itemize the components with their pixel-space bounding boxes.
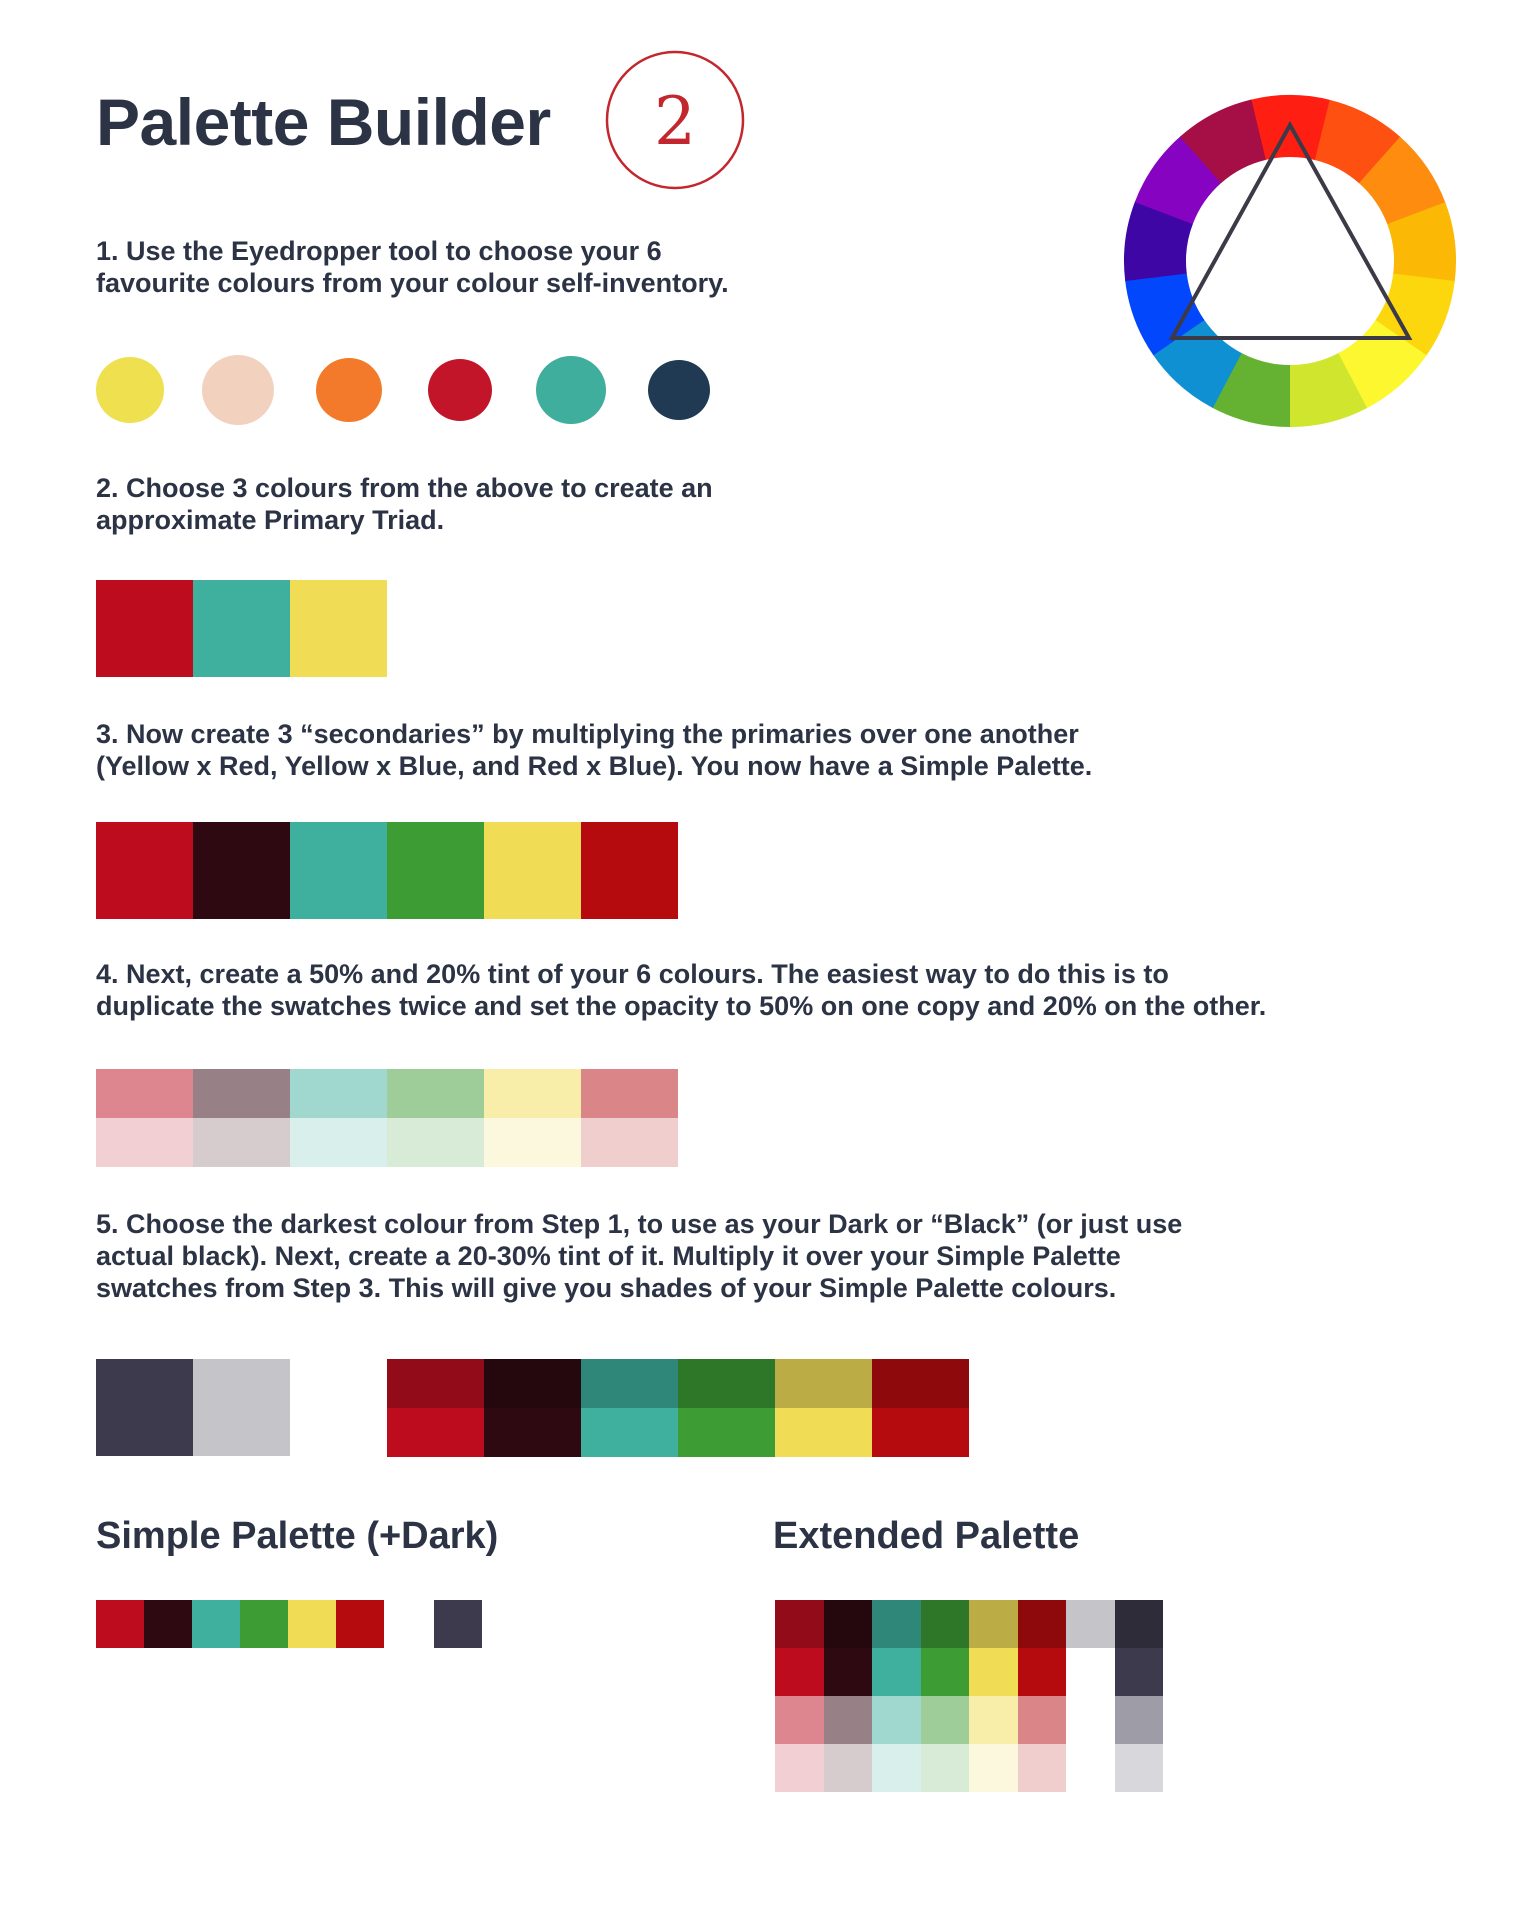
- extended-swatch-1-3: [872, 1600, 921, 1648]
- step-1-line-2: favourite colours from your colour self-inventory.: [96, 268, 729, 298]
- extended-swatch-2-6: [1018, 1648, 1067, 1696]
- shade-swatch-6: [872, 1359, 969, 1408]
- step-2-line-1: 2. Choose 3 colours from the above to create an: [96, 473, 713, 503]
- extended-swatch-1-4: [921, 1600, 970, 1648]
- favourite-colour-dot-5: [536, 356, 606, 424]
- extended-row-1: [775, 1600, 1163, 1648]
- shade-base-swatch-4: [678, 1408, 775, 1457]
- simple-palette-swatches: [96, 822, 678, 919]
- extended-swatch-1-1: [775, 1600, 824, 1648]
- simple-dark-swatch-3: [192, 1600, 240, 1648]
- shade-swatch-3: [581, 1359, 678, 1408]
- favourite-colour-dot-3: [316, 358, 382, 422]
- dark-swatch-2: [193, 1359, 290, 1456]
- tint-20-swatch-1: [96, 1118, 193, 1167]
- extended-row-4: [775, 1744, 1163, 1792]
- extended-swatch-4-7: [1066, 1744, 1115, 1792]
- favourite-colours: [96, 356, 736, 428]
- shade-row: [387, 1359, 969, 1408]
- tint-50-swatch-3: [290, 1069, 387, 1118]
- extended-swatch-3-4: [921, 1696, 970, 1744]
- shade-base-row: [387, 1408, 969, 1457]
- step-number-badge: [603, 48, 747, 192]
- step-1-instruction: [96, 235, 729, 299]
- shade-base-swatch-3: [581, 1408, 678, 1457]
- extended-swatch-3-1: [775, 1696, 824, 1744]
- tint-20-row: [96, 1118, 678, 1167]
- extended-swatch-4-6: [1018, 1744, 1067, 1792]
- extended-swatch-4-3: [872, 1744, 921, 1792]
- simple-palette-dark-title: Simple Palette (+Dark): [96, 1515, 499, 1557]
- triad-swatch-1: [96, 580, 193, 677]
- step-3-line-1: 3. Now create 3 “secondaries” by multiplying the primaries over one another: [96, 719, 1079, 749]
- shade-swatches: [387, 1359, 969, 1457]
- colour-wheel: [1122, 93, 1458, 429]
- simple-dark-swatch-6: [336, 1600, 384, 1648]
- step-2-instruction: [96, 472, 713, 536]
- step-5-line-1: 5. Choose the darkest colour from Step 1, to use as your Dark or “Black” (or just use: [96, 1209, 1183, 1239]
- shade-swatch-2: [484, 1359, 581, 1408]
- primary-triad-swatches: [96, 580, 387, 677]
- step-5-line-2: actual black). Next, create a 20-30% tint of it. Multiply it over your Simple Palette: [96, 1241, 1121, 1271]
- simple-dark-dark-swatch: [434, 1600, 482, 1648]
- shade-swatch-1: [387, 1359, 484, 1408]
- favourite-colour-dot-6: [648, 360, 710, 420]
- tint-20-swatch-4: [387, 1118, 484, 1167]
- favourite-colour-dot-1: [96, 357, 164, 423]
- tint-50-row: [96, 1069, 678, 1118]
- simple-dark-swatch-1: [96, 1600, 144, 1648]
- extended-swatch-4-8: [1115, 1744, 1164, 1792]
- tint-swatches: [96, 1069, 678, 1167]
- step-2-line-2: approximate Primary Triad.: [96, 505, 445, 535]
- tint-20-swatch-5: [484, 1118, 581, 1167]
- extended-swatch-3-8: [1115, 1696, 1164, 1744]
- simple-swatch-6: [581, 822, 678, 919]
- extended-swatch-3-2: [824, 1696, 873, 1744]
- extended-swatch-2-2: [824, 1648, 873, 1696]
- simple-dark-swatch-2: [144, 1600, 192, 1648]
- dark-swatches: [96, 1359, 290, 1456]
- simple-swatch-3: [290, 822, 387, 919]
- triad-swatch-2: [193, 580, 290, 677]
- tint-50-swatch-6: [581, 1069, 678, 1118]
- page-title: Palette Builder: [96, 85, 551, 159]
- extended-swatch-3-7: [1066, 1696, 1115, 1744]
- simple-dark-swatch-5: [288, 1600, 336, 1648]
- shade-swatch-4: [678, 1359, 775, 1408]
- simple-swatch-4: [387, 822, 484, 919]
- simple-dark-swatch-4: [240, 1600, 288, 1648]
- extended-swatch-4-2: [824, 1744, 873, 1792]
- extended-swatch-2-7: [1066, 1648, 1115, 1696]
- shade-base-swatch-2: [484, 1408, 581, 1457]
- extended-swatch-1-7: [1066, 1600, 1115, 1648]
- tint-20-swatch-2: [193, 1118, 290, 1167]
- tint-20-swatch-6: [581, 1118, 678, 1167]
- step-4-line-2: duplicate the swatches twice and set the opacity to 50% on one copy and 20% on the other.: [96, 991, 1267, 1021]
- extended-swatch-4-4: [921, 1744, 970, 1792]
- dark-swatch-1: [96, 1359, 193, 1456]
- extended-swatch-1-8: [1115, 1600, 1164, 1648]
- extended-palette-grid: [775, 1600, 1163, 1792]
- extended-swatch-3-6: [1018, 1696, 1067, 1744]
- badge-number: 2: [654, 83, 696, 160]
- extended-swatch-2-3: [872, 1648, 921, 1696]
- favourite-colour-dot-4: [428, 359, 492, 421]
- extended-swatch-3-3: [872, 1696, 921, 1744]
- extended-swatch-2-4: [921, 1648, 970, 1696]
- extended-swatch-2-1: [775, 1648, 824, 1696]
- tint-20-swatch-3: [290, 1118, 387, 1167]
- step-4-instruction: [96, 958, 1266, 1022]
- extended-swatch-3-5: [969, 1696, 1018, 1744]
- simple-swatch-5: [484, 822, 581, 919]
- step-3-instruction: [96, 718, 1092, 782]
- simple-swatch-2: [193, 822, 290, 919]
- extended-row-2: [775, 1648, 1163, 1696]
- extended-row-3: [775, 1696, 1163, 1744]
- extended-swatch-2-5: [969, 1648, 1018, 1696]
- extended-palette-title: Extended Palette: [773, 1515, 1080, 1557]
- step-5-instruction: [96, 1208, 1182, 1304]
- extended-swatch-1-2: [824, 1600, 873, 1648]
- extended-swatch-4-1: [775, 1744, 824, 1792]
- shade-base-swatch-1: [387, 1408, 484, 1457]
- tint-50-swatch-5: [484, 1069, 581, 1118]
- favourite-colour-dot-2: [202, 355, 274, 425]
- step-4-line-1: 4. Next, create a 50% and 20% tint of your 6 colours. The easiest way to do this is to: [96, 959, 1169, 989]
- step-3-line-2: (Yellow x Red, Yellow x Blue, and Red x Blue). You now have a Simple Palette.: [96, 751, 1093, 781]
- extended-swatch-2-8: [1115, 1648, 1164, 1696]
- tint-50-swatch-4: [387, 1069, 484, 1118]
- step-5-line-3: swatches from Step 3. This will give you shades of your Simple Palette colours.: [96, 1273, 1117, 1303]
- extended-swatch-4-5: [969, 1744, 1018, 1792]
- tint-50-swatch-1: [96, 1069, 193, 1118]
- simple-palette-dark-swatches: [96, 1600, 482, 1648]
- tint-50-swatch-2: [193, 1069, 290, 1118]
- simple-swatch-1: [96, 822, 193, 919]
- triad-swatch-3: [290, 580, 387, 677]
- shade-base-swatch-6: [872, 1408, 969, 1457]
- step-1-line-1: 1. Use the Eyedropper tool to choose your 6: [96, 236, 662, 266]
- shade-base-swatch-5: [775, 1408, 872, 1457]
- shade-swatch-5: [775, 1359, 872, 1408]
- extended-swatch-1-6: [1018, 1600, 1067, 1648]
- swatch-gap: [384, 1600, 434, 1648]
- extended-swatch-1-5: [969, 1600, 1018, 1648]
